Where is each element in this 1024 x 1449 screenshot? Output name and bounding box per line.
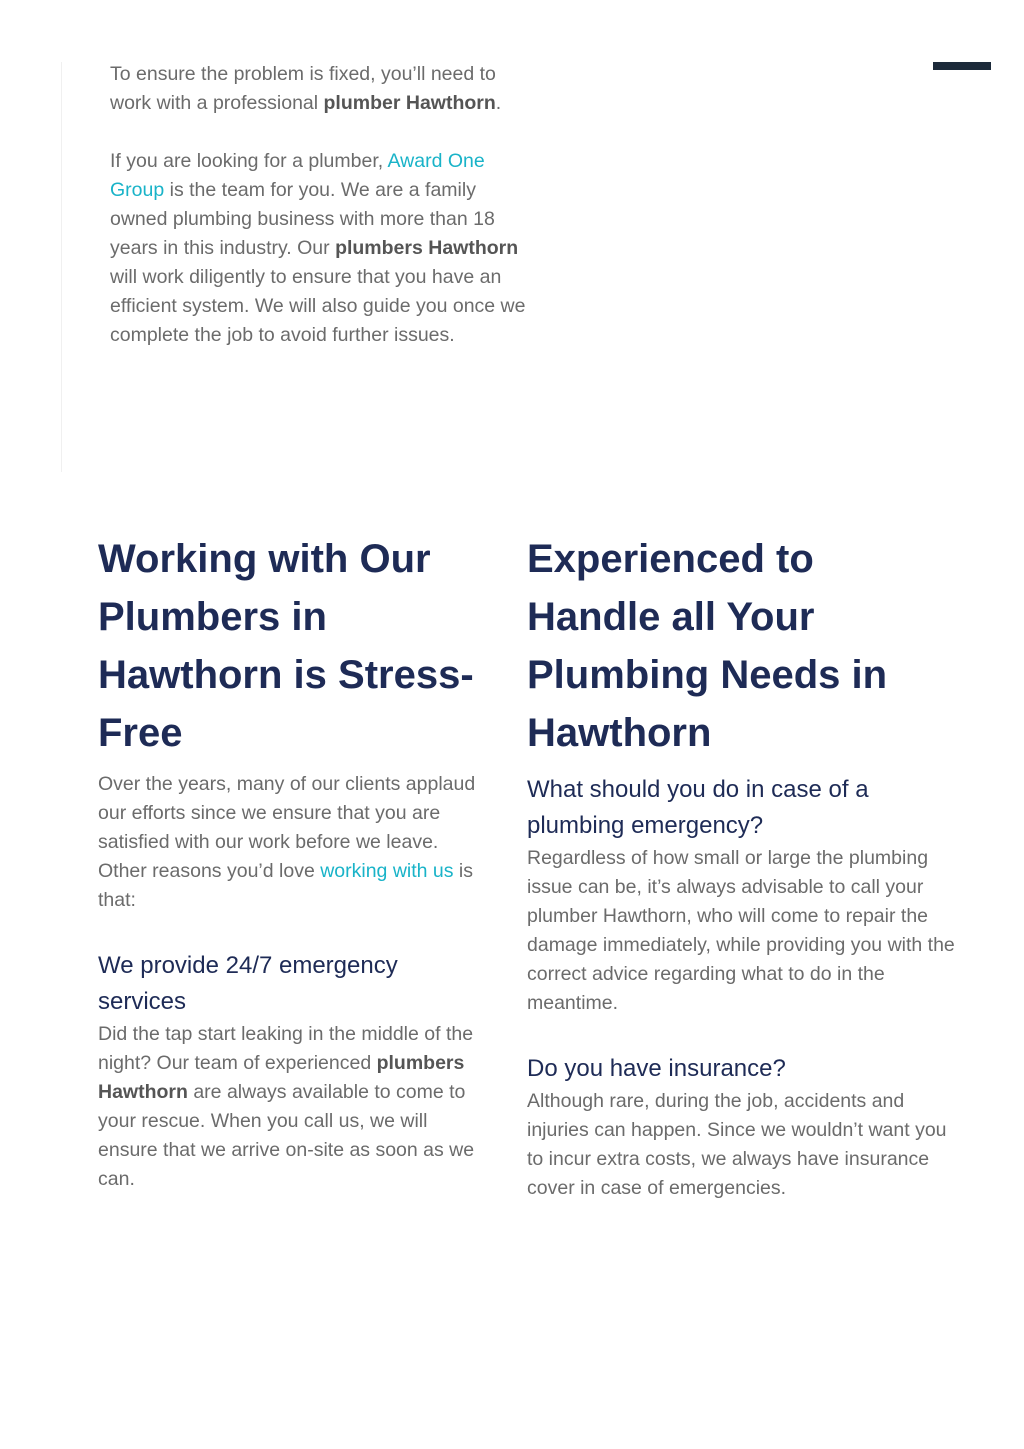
intro-bold: plumber Hawthorn: [323, 92, 496, 114]
left-heading: Working with Our Plumbers in Hawthorn is Stress-Free: [98, 537, 474, 755]
right-paragraph-2: Although rare, during the job, accidents and injuries can happen. Since we wouldn’t want you to incur extra costs, we always have insurance cover in case of emergencies.: [527, 1090, 947, 1199]
left-text: is that:: [98, 860, 474, 911]
left-paragraph-2: [98, 1020, 488, 1194]
menu-icon[interactable]: [933, 62, 991, 70]
intro-paragraph-1: [110, 60, 530, 118]
divider: [61, 62, 62, 472]
left-text: are always available to come to your rescue. When you call us, we will ensure that we arrive on-site as soon as we can.: [98, 1081, 475, 1190]
left-bold: plumbers Hawthorn: [98, 1052, 465, 1103]
right-subheading-2: Do you have insurance?: [527, 1055, 786, 1082]
intro-bold: plumbers Hawthorn: [335, 237, 519, 259]
left-text: Did the tap start leaking in the middle of the night? Our team of experienced: [98, 1023, 474, 1074]
left-text: Over the years, many of our clients applaud our efforts since we ensure that you are satisfied with our work before we leave. Other reasons you’d love: [98, 773, 476, 882]
intro-section: [110, 60, 530, 350]
left-paragraph-1: [98, 770, 488, 915]
right-column: [527, 530, 957, 1203]
left-column: [98, 530, 488, 1194]
award-one-group-link[interactable]: Award One Group: [110, 150, 485, 201]
intro-text: To ensure the problem is fixed, you’ll need to work with a professional: [110, 63, 496, 114]
left-subheading: We provide 24/7 emergency services: [98, 952, 398, 1015]
intro-period: .: [495, 92, 502, 114]
intro-text: If you are looking for a plumber,: [110, 150, 388, 172]
right-paragraph-1: Regardless of how small or large the plumbing issue can be, it’s always advisable to call your plumber Hawthorn, who will come to repair the damage immediately, while providing you with the correct advice regarding what to do in the meantime.: [527, 847, 955, 1014]
intro-text: is the team for you. We are a family owned plumbing business with more than 18 years in this industry. Our: [110, 179, 495, 259]
intro-paragraph-2: [110, 147, 530, 350]
right-heading: Experienced to Handle all Your Plumbing Needs in Hawthorn: [527, 537, 888, 755]
working-with-us-link[interactable]: working with us: [320, 860, 454, 882]
right-subheading-1: What should you do in case of a plumbing emergency?: [527, 776, 869, 839]
intro-text: will work diligently to ensure that you have an efficient system. We will also guide you once we complete the job to avoid further issues.: [110, 266, 526, 346]
